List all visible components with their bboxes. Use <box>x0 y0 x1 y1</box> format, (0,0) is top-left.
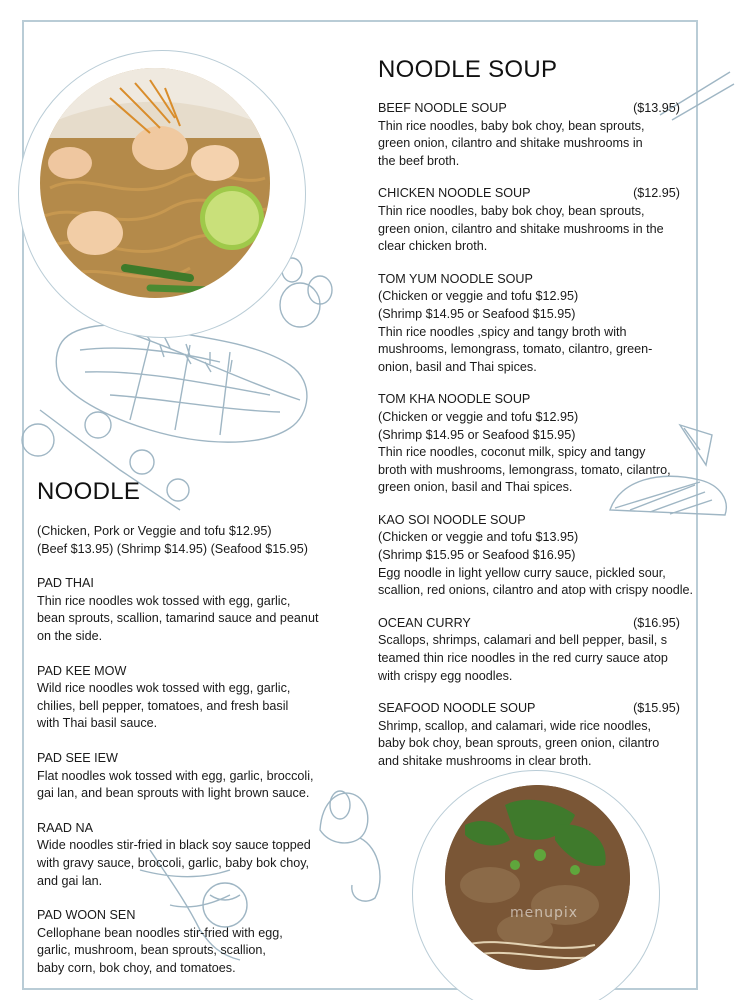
item-desc: Thin rice noodles ,spicy and tangy broth with <box>378 324 627 339</box>
menu-item-ocean-curry <box>378 615 690 685</box>
item-desc: (Chicken or veggie and tofu $12.95) <box>378 289 579 304</box>
item-desc: the beef broth. <box>378 153 460 168</box>
menu-item-pad-kee-mow <box>37 663 337 733</box>
menu-item-kao-soi-noodle-soup <box>378 512 694 600</box>
item-desc: green onion, cilantro and shitake mushrooms in <box>378 136 643 151</box>
item-desc: Shrimp, scallop, and calamari, wide rice noodles, <box>378 718 651 733</box>
menu-item-raad-na <box>37 820 337 890</box>
menu-item-beef-noodle-soup <box>378 100 690 170</box>
item-desc: baby corn, bok choy, and tomatoes. <box>37 960 236 975</box>
item-desc: with gravy sauce, broccoli, garlic, baby bok choy, <box>37 855 310 870</box>
item-desc: (Shrimp $14.95 or Seafood $15.95) <box>378 306 576 321</box>
item-desc: Scallops, shrimps, calamari and bell pepper, basil, s <box>378 633 668 648</box>
noodle-soup-title: NOODLE SOUP <box>378 56 558 83</box>
garlic-sketch <box>280 283 320 327</box>
item-desc: Wild rice noodles wok tossed with egg, garlic, <box>37 681 291 696</box>
item-desc: green onion, basil and Thai spices. <box>378 480 573 495</box>
item-price: ($12.95) <box>633 186 680 201</box>
item-desc: Thin rice noodles wok tossed with egg, garlic, <box>37 593 291 608</box>
item-name: TOM KHA NOODLE SOUP <box>378 392 531 407</box>
tomato-sketch <box>22 424 54 456</box>
steak-sketch <box>56 325 307 442</box>
item-desc: Flat noodles wok tossed with egg, garlic, broccoli, <box>37 768 314 783</box>
item-name: PAD THAI <box>37 576 94 591</box>
item-desc: with Thai basil sauce. <box>37 716 158 731</box>
item-desc: on the side. <box>37 628 103 643</box>
noodle-price-line: (Beef $13.95) (Shrimp $14.95) (Seafood $15.95) <box>37 541 308 556</box>
item-desc: baby bok choy, bean sprouts, green onion, cilantro <box>378 736 660 751</box>
item-desc: (Shrimp $14.95 or Seafood $15.95) <box>378 427 576 442</box>
item-desc: and gai lan. <box>37 873 103 888</box>
item-name: OCEAN CURRY <box>378 615 471 630</box>
menu-item-pad-see-iew <box>37 750 337 803</box>
item-desc: Egg noodle in light yellow curry sauce, pickled sour, <box>378 565 666 580</box>
item-desc: teamed thin rice noodles in the red curry sauce atop <box>378 651 668 666</box>
item-head <box>378 615 680 633</box>
item-name: PAD SEE IEW <box>37 750 118 765</box>
item-name: PAD KEE MOW <box>37 663 127 678</box>
item-name: TOM YUM NOODLE SOUP <box>378 271 533 286</box>
item-price: ($15.95) <box>633 701 680 716</box>
item-desc: Thin rice noodles, baby bok choy, bean sprouts, <box>378 203 645 218</box>
item-desc: Thin rice noodles, baby bok choy, bean sprouts, <box>378 118 645 133</box>
noodle-section <box>37 478 337 994</box>
beef-soup-photo <box>445 785 630 970</box>
menu-item-chicken-noodle-soup <box>378 185 690 255</box>
item-desc: Wide noodles stir-fried in black soy sauce topped <box>37 838 311 853</box>
noodle-soup-section <box>378 56 694 786</box>
item-head <box>378 100 680 118</box>
item-desc: (Chicken or veggie and tofu $13.95) <box>378 530 579 545</box>
menu-item-pad-woon-sen <box>37 907 337 977</box>
menu-item-tom-yum-noodle-soup <box>378 271 690 377</box>
noodle-price-line: (Chicken, Pork or Veggie and tofu $12.95) <box>37 524 272 538</box>
item-name: RAAD NA <box>37 820 93 835</box>
pad-thai-photo <box>40 68 270 298</box>
item-name: PAD WOON SEN <box>37 908 136 923</box>
item-price: ($13.95) <box>633 101 680 115</box>
item-name: CHICKEN NOODLE SOUP <box>378 186 531 201</box>
item-desc: Cellophane bean noodles stir-fried with egg, <box>37 925 283 940</box>
item-head <box>378 185 680 203</box>
item-desc: chilies, bell pepper, tomatoes, and fresh basil <box>37 698 289 713</box>
menu-item-seafood-noodle-soup <box>378 700 690 770</box>
item-name: SEAFOOD NOODLE SOUP <box>378 701 536 716</box>
item-head <box>378 700 680 718</box>
item-price: ($16.95) <box>633 615 680 630</box>
item-desc: bean sprouts, scallion, tamarind sauce and peanut <box>37 611 319 626</box>
item-desc: scallion, red onions, cilantro and atop with crispy noodle. <box>378 583 694 598</box>
item-desc: broth with mushrooms, lemongrass, tomato, cilantro, <box>378 462 671 477</box>
item-desc: and shitake mushrooms in clear broth. <box>378 754 592 768</box>
menu-item-tom-kha-noodle-soup <box>378 391 690 497</box>
menu-item-pad-thai <box>37 575 337 645</box>
item-desc: garlic, mushroom, bean sprouts, scallion, <box>37 943 266 958</box>
item-desc: with crispy egg noodles. <box>378 668 513 683</box>
item-desc: (Chicken or veggie and tofu $12.95) <box>378 409 579 424</box>
item-desc: mushrooms, lemongrass, tomato, cilantro, green- <box>378 342 653 357</box>
watermark-menupix: menupix <box>510 905 579 921</box>
item-name: BEEF NOODLE SOUP <box>378 101 507 115</box>
item-desc: Thin rice noodles, coconut milk, spicy and tangy <box>378 445 646 460</box>
item-desc: gai lan, and bean sprouts with light brown sauce. <box>37 786 310 801</box>
noodle-price-lines <box>37 523 337 558</box>
item-desc: green onion, cilantro and shitake mushrooms in the <box>378 221 664 236</box>
item-desc: onion, basil and Thai spices. <box>378 359 537 374</box>
item-name: KAO SOI NOODLE SOUP <box>378 512 526 527</box>
item-desc: clear chicken broth. <box>378 239 488 254</box>
item-desc: (Shrimp $15.95 or Seafood $16.95) <box>378 548 576 563</box>
noodle-title: NOODLE <box>37 478 141 505</box>
